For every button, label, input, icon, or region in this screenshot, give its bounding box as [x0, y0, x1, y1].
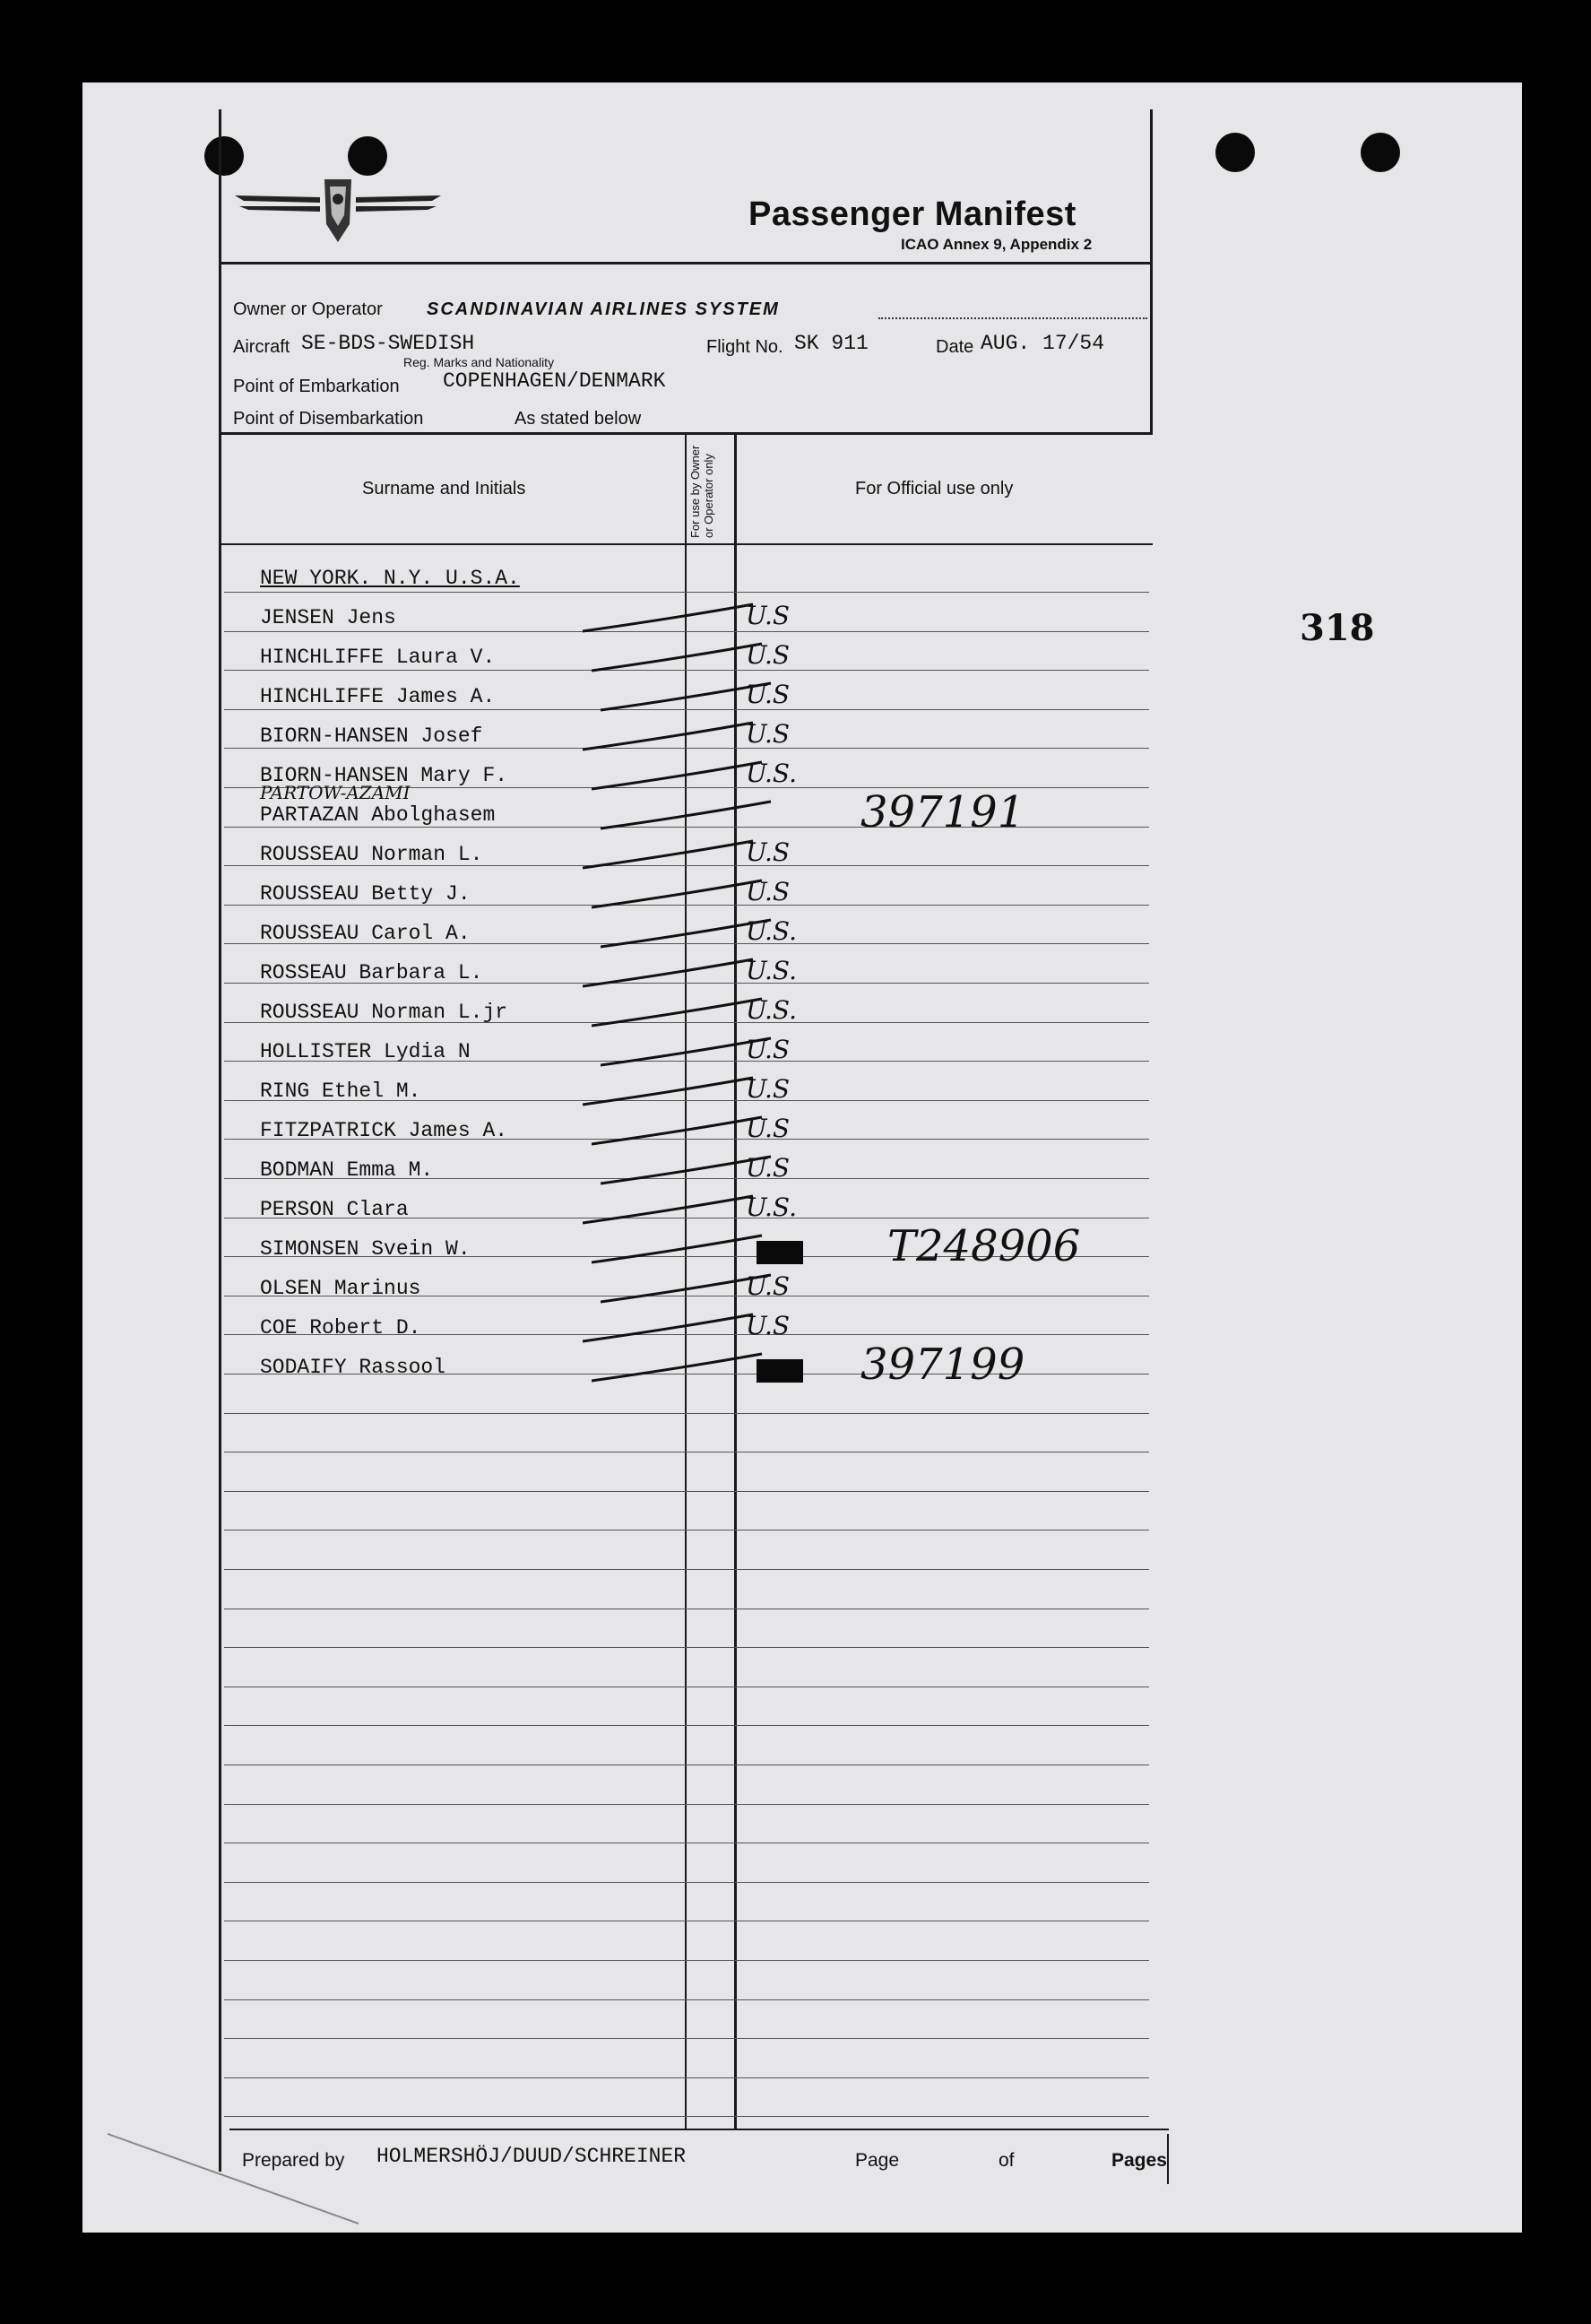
passenger-name: HINCHLIFFE Laura V.	[260, 646, 496, 669]
passenger-official-mark: U.S	[746, 1271, 791, 1301]
manifest-paper	[82, 82, 1522, 2233]
disembark-value: As stated below	[514, 409, 642, 429]
rule-line	[224, 1569, 1149, 1570]
flight-value: SK 911	[794, 332, 869, 355]
page-stamp-number: 318	[1300, 607, 1375, 649]
passenger-official-mark: U.S	[746, 640, 791, 670]
check-stroke	[583, 719, 762, 755]
check-stroke	[592, 1114, 771, 1149]
passenger-official-mark: U.S	[746, 719, 791, 749]
passenger-official-mark: U.S	[746, 601, 791, 630]
check-stroke	[601, 916, 780, 952]
owner-value: SCANDINAVIAN AIRLINES SYSTEM	[427, 299, 780, 319]
check-stroke	[592, 995, 771, 1031]
check-stroke	[601, 798, 780, 834]
passenger-name: HINCHLIFFE James A.	[260, 685, 496, 708]
passenger-official-mark: U.S	[746, 1153, 791, 1183]
passenger-name: BIORN-HANSEN Mary F.	[260, 764, 508, 787]
rule-line	[224, 1647, 1149, 1648]
check-stroke	[592, 1350, 771, 1386]
check-stroke	[583, 1311, 762, 1347]
owner-dotline	[878, 317, 1147, 319]
rule-line	[224, 2077, 1149, 2078]
passenger-name: ROUSSEAU Norman L.jr	[260, 1001, 508, 1024]
owner-label: Owner or Operator	[233, 299, 383, 319]
operator-column-header: For use by Owner or Operator only	[688, 445, 715, 538]
passenger-official-mark: U.S.	[746, 759, 798, 788]
date-label: Date	[936, 337, 974, 357]
rule-line	[224, 1804, 1149, 1805]
check-stroke	[601, 1271, 780, 1307]
rule-line	[224, 2038, 1149, 2039]
passenger-official-mark: U.S.	[746, 1192, 798, 1222]
check-stroke	[592, 640, 771, 676]
passenger-name: PARTAZAN Abolghasem	[260, 803, 496, 827]
passenger-official-mark: U.S.	[746, 956, 798, 985]
page-label: Page	[855, 2150, 900, 2171]
footer-right-border	[1167, 2134, 1169, 2184]
rule-line	[224, 2116, 1149, 2117]
punch-hole	[1361, 133, 1400, 172]
aircraft-label: Aircraft	[233, 337, 290, 357]
rule-line	[224, 1413, 1149, 1414]
aircraft-value: SE-BDS-SWEDISH	[301, 332, 475, 355]
destination-header: NEW YORK. N.Y. U.S.A.	[260, 567, 520, 590]
rule-line	[224, 1491, 1149, 1492]
passenger-name: ROSSEAU Barbara L.	[260, 961, 483, 984]
check-stroke	[592, 759, 771, 794]
date-value: AUG. 17/54	[981, 332, 1105, 355]
check-stroke	[601, 1035, 780, 1071]
passenger-name: PERSON Clara	[260, 1198, 409, 1221]
passenger-official-mark: U.S	[746, 1074, 791, 1104]
check-stroke	[592, 877, 771, 913]
check-stroke	[601, 680, 780, 715]
passenger-name: HOLLISTER Lydia N	[260, 1040, 471, 1063]
paper-fold-mark	[108, 2125, 376, 2233]
flight-label: Flight No.	[706, 337, 783, 357]
passenger-official-mark: 397199	[860, 1340, 1025, 1390]
official-column-header: For Official use only	[855, 479, 1014, 499]
passenger-name: OLSEN Marinus	[260, 1277, 421, 1300]
passenger-official-mark: U.S	[746, 680, 791, 709]
passenger-name: SIMONSEN Svein W.	[260, 1237, 471, 1261]
passenger-official-mark: U.S	[746, 837, 791, 867]
form-right-border	[1150, 109, 1153, 432]
check-stroke	[592, 1232, 771, 1268]
pages-label: Pages	[1111, 2150, 1167, 2171]
passenger-name: COE Robert D.	[260, 1316, 421, 1340]
prepared-value: HOLMERSHÖJ/DUUD/SCHREINER	[376, 2145, 687, 2168]
passenger-official-mark: T248906	[887, 1221, 1081, 1271]
passenger-official-mark: U.S	[746, 1114, 791, 1143]
passenger-official-mark: U.S	[746, 1311, 791, 1340]
check-stroke	[601, 1153, 780, 1189]
page-title: Passenger Manifest	[748, 195, 1077, 233]
check-stroke	[583, 956, 762, 992]
rule-line	[224, 1999, 1149, 2000]
rule-line	[224, 592, 1149, 593]
disembark-label: Point of Disembarkation	[233, 409, 424, 429]
rule-line	[224, 1530, 1149, 1531]
passenger-name: ROUSSEAU Norman L.	[260, 843, 483, 866]
of-label: of	[999, 2150, 1015, 2171]
prepared-label: Prepared by	[242, 2150, 345, 2171]
punch-hole	[1215, 133, 1255, 172]
passenger-name: BIORN-HANSEN Josef	[260, 724, 483, 748]
airline-logo-icon	[235, 170, 441, 251]
passenger-name: RING Ethel M.	[260, 1080, 421, 1103]
passenger-name: ROUSSEAU Betty J.	[260, 882, 471, 906]
passenger-official-mark: 397191	[860, 787, 1025, 837]
surname-column-header: Surname and Initials	[362, 479, 526, 499]
rule-line	[224, 1882, 1149, 1883]
passenger-name: SODAIFY Rassool	[260, 1356, 446, 1379]
passenger-official-mark: U.S	[746, 1035, 791, 1064]
passenger-name: JENSEN Jens	[260, 606, 396, 629]
rule-line	[224, 1725, 1149, 1726]
rule-line	[224, 1960, 1149, 1961]
header-rule	[219, 262, 1153, 264]
check-stroke	[583, 1074, 762, 1110]
embark-label: Point of Embarkation	[233, 377, 400, 396]
form-left-border	[219, 109, 221, 2172]
passenger-official-mark: U.S	[746, 877, 791, 906]
embark-value: COPENHAGEN/DENMARK	[443, 369, 666, 393]
passenger-name: BODMAN Emma M.	[260, 1158, 434, 1182]
passenger-name: FITZPATRICK James A.	[260, 1119, 508, 1142]
name-overwrite: PARTOW-AZAMI	[260, 782, 411, 803]
passenger-official-mark: U.S.	[746, 995, 798, 1025]
passenger-official-mark: U.S.	[746, 916, 798, 946]
check-stroke	[583, 1192, 762, 1228]
check-stroke	[583, 837, 762, 873]
check-stroke	[583, 601, 762, 637]
page-subtitle: ICAO Annex 9, Appendix 2	[901, 236, 1093, 253]
passenger-name: ROUSSEAU Carol A.	[260, 922, 471, 945]
reg-note: Reg. Marks and Nationality	[403, 355, 555, 369]
